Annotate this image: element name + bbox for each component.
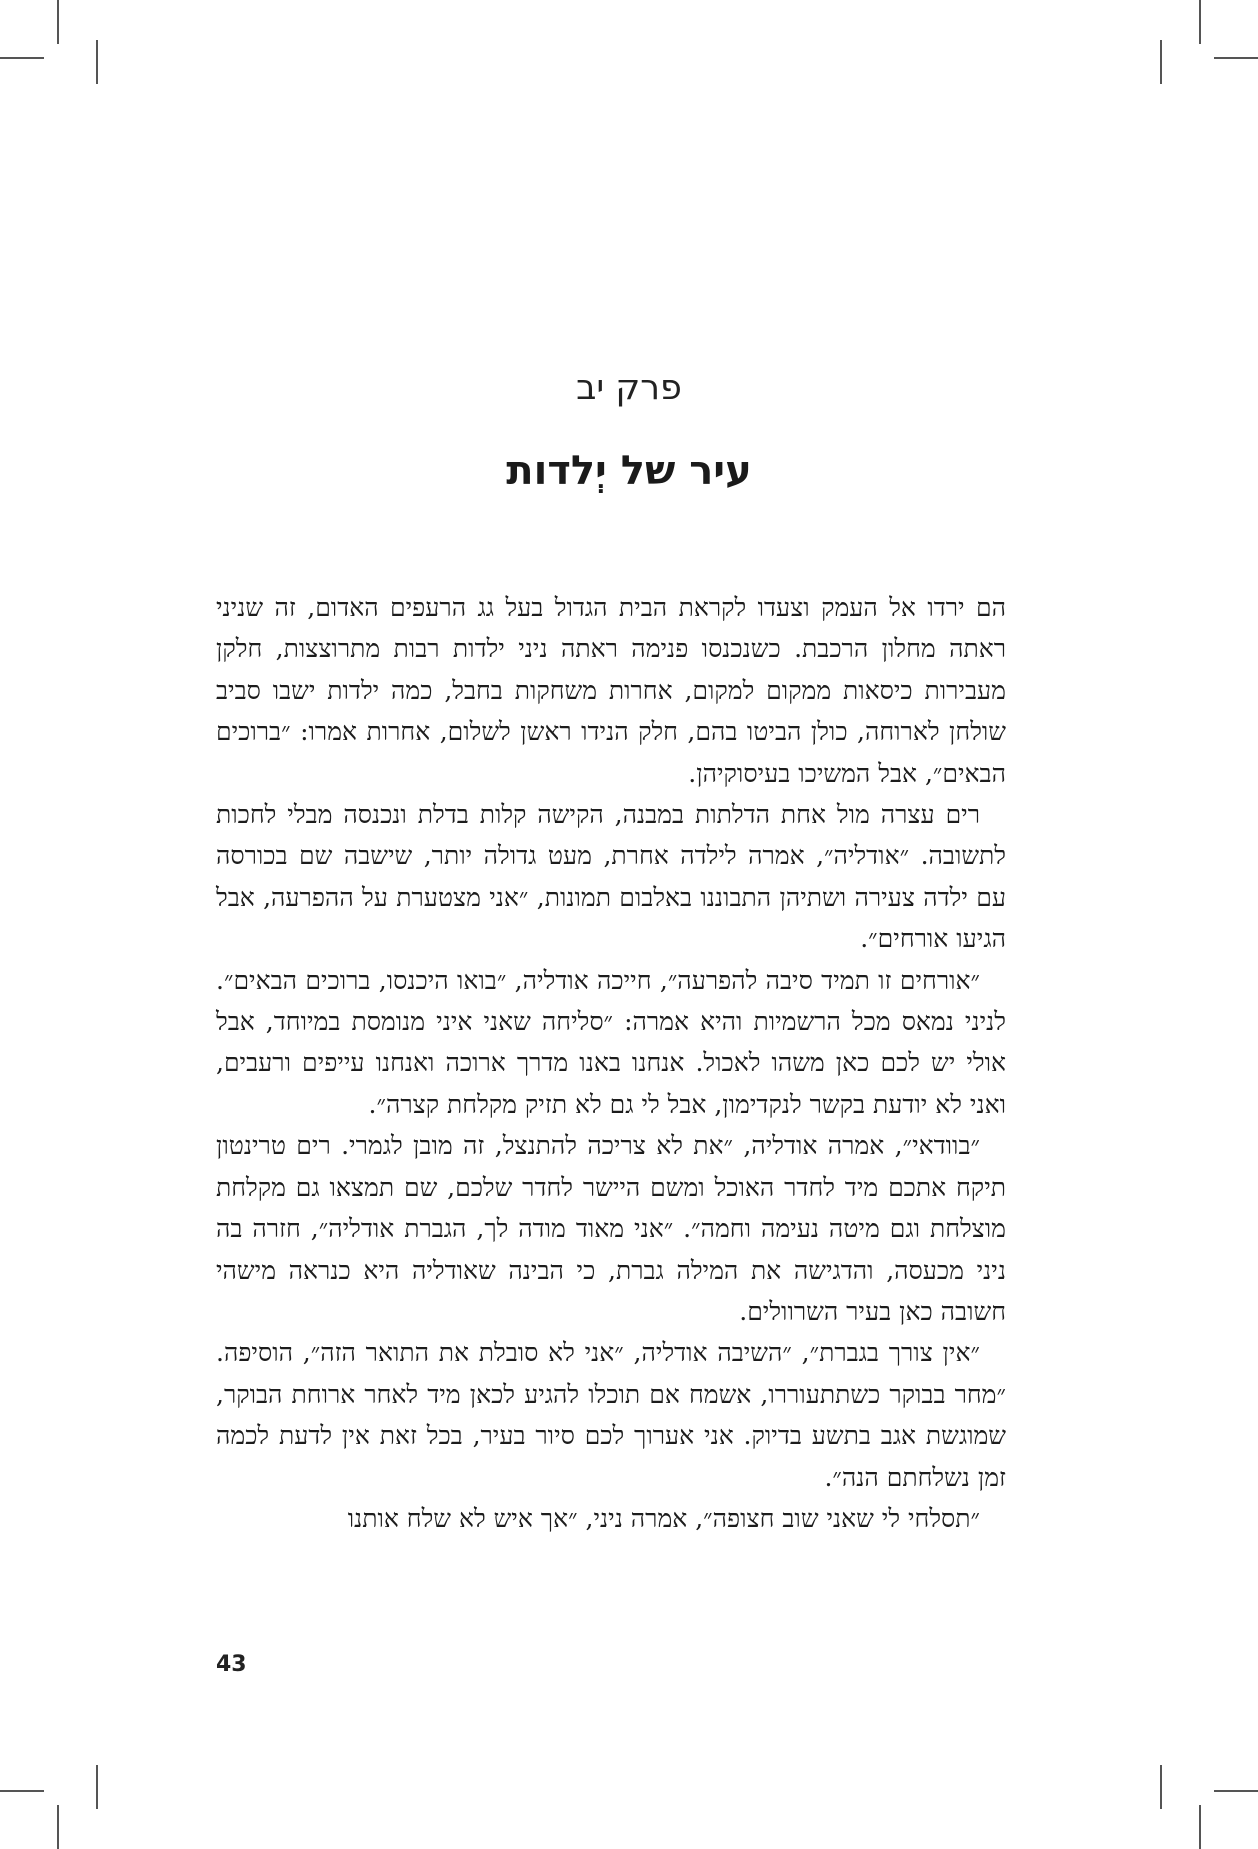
crop-mark-bottom-right-vertical [1199,1805,1201,1849]
paragraph: רים עצרה מול אחת הדלתות במבנה, הקישה קלות בדלת ונכנסה מבלי לחכות לתשובה. ״אודליה״, אמרה לילדה אחרת, מעט גדולה יותר, שישבה שם בכורסה עם ילדה צעירה ושתיהן התבוננו באלבום תמונות, ״אני מצטערת על ההפרעה, אבל הגיעו אורחים״. [216,800,1006,954]
crop-mark-bottom-left-horizontal [0,1790,44,1792]
crop-mark-top-right-vertical [1199,0,1201,44]
crop-mark-bottom-right-horizontal [1214,1790,1258,1792]
chapter-title: עיר של יְלדות [506,448,752,494]
crop-mark-top-left-inner-vertical [96,40,98,84]
crop-mark-bottom-left-vertical [57,1805,59,1849]
crop-mark-bottom-right-inner-vertical [1160,1765,1162,1809]
paragraph: ״תסלחי לי שאני שוב חצופה״, אמרה ניני, ״אך איש לא שלח אותנו [347,1503,980,1533]
page-number: 43 [216,1652,247,1677]
paragraph: ״אורחים זו תמיד סיבה להפרעה״, חייכה אודליה, ״בואו היכנסו, ברוכים הבאים״. לניני נמאס מכל הרשמיות והיא אמרה: ״סליחה שאני איני מנומסת במיוחד, אבל אולי יש לכם כאן משהו לאכול. אנחנו באנו מדרך ארוכה ואנחנו עייפים ורעבים, ואני לא יודעת בקשר לנקדימון, אבל לי גם לא תזיק מקלחת קצרה״. [216,965,1006,1119]
paragraph: ״בוודאי״, אמרה אודליה, ״את לא צריכה להתנצל, זה מובן לגמרי. רים טרינטון תיקח אתכם מיד לחדר האוכל ומשם היישר לחדר שלכם, שם תמצאו גם מקלחת מוצלחת וגם מיטה נעימה וחמה״. ״אני מאוד מודה לך, הגברת אודליה״, חזרה בה ניני מכעסה, והדגישה את המילה גברת, כי הבינה שאודליה היא כנראה מישהי חשובה כאן בעיר השרוולים. [216,1131,1006,1326]
paragraph: ״אין צורך בגברת״, ״השיבה אודליה, ״אני לא סובלת את התואר הזה״, הוסיפה. ״מחר בבוקר כשתתעוררו, אשמח אם תוכלו להגיע לכאן מיד לאחר ארוחת הבוקר, שמוגשת אגב בתשע בדיוק. אני אערוך לכם סיור בעיר, בכל זאת אין לדעת לכמה זמן נשלחתם הנה״. [216,1338,1006,1492]
body-text [216,587,1006,1539]
paragraph: הם ירדו אל העמק וצעדו לקראת הבית הגדול בעל גג הרעפים האדום, זה שניני ראתה מחלון הרכבת. כשנכנסו פנימה ראתה ניני ילדות רבות מתרוצצות, חלקן מעבירות כיסאות ממקום למקום, אחרות משחקות בחבל, כמה ילדות ישבו סביב שולחן לארוחה, כולן הביטו בהם, חלק הנידו ראשן לשלום, אחרות אמרו: ״ברוכים הבאים״, אבל המשיכו בעיסוקיהן. [216,593,1006,788]
crop-mark-bottom-left-inner-vertical [96,1765,98,1809]
crop-mark-top-right-inner-vertical [1160,40,1162,84]
crop-mark-top-left-horizontal [0,57,44,59]
crop-mark-top-left-vertical [57,0,59,44]
crop-mark-top-right-horizontal [1214,57,1258,59]
chapter-number: פרק יב [576,368,682,408]
